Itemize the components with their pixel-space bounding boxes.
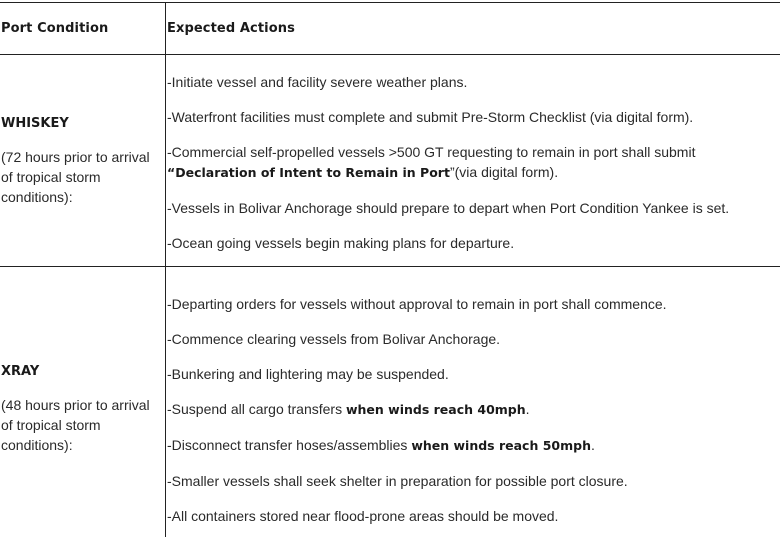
header-port-condition: Port Condition	[1, 21, 109, 36]
condition-name: XRAY	[1, 363, 40, 379]
header-cell-condition	[0, 3, 166, 54]
action-item: -Departing orders for vessels without approval to remain in port shall commence.	[167, 296, 667, 312]
condition-name: WHISKEY	[1, 116, 69, 131]
action-item: -Waterfront facilities must complete and submit Pre-Storm Checklist (via digital form).	[167, 109, 694, 125]
condition-description: (48 hours prior to arrival of tropical storm conditions):	[1, 396, 150, 453]
condition-description: (72 hours prior to arrival of tropical storm conditions):	[1, 149, 150, 205]
table-row-whiskey	[0, 55, 780, 267]
table-row-xray	[0, 267, 780, 537]
table-header-row	[0, 3, 780, 55]
condition-cell	[0, 55, 166, 266]
header-cell-actions	[166, 3, 780, 54]
action-item: -Commence clearing vessels from Bolivar Anchorage.	[167, 331, 501, 347]
action-item: -Initiate vessel and facility severe weather plans.	[167, 74, 468, 90]
action-item: -Disconnect transfer hoses/assemblies when winds reach 50mph.	[167, 437, 595, 453]
actions-cell	[166, 55, 780, 266]
action-emphasis: when winds reach 40mph	[345, 402, 526, 417]
action-emphasis: “Declaration of Intent to Remain in Port	[167, 165, 450, 180]
header-expected-actions: Expected Actions	[167, 21, 295, 36]
actions-cell	[166, 267, 780, 537]
action-item: -Smaller vessels shall seek shelter in preparation for possible port closure.	[167, 473, 628, 489]
action-item: -All containers stored near flood-prone areas should be moved.	[167, 508, 559, 524]
action-emphasis: when winds reach 50mph	[411, 438, 591, 453]
action-item: -Vessels in Bolivar Anchorage should prepare to depart when Port Condition Yankee is set.	[167, 200, 730, 216]
action-item: -Bunkering and lightering may be suspended.	[167, 366, 449, 382]
action-item: -Ocean going vessels begin making plans for departure.	[167, 235, 515, 251]
port-condition-table	[0, 2, 780, 537]
action-item: -Suspend all cargo transfers when winds reach 40mph.	[167, 401, 530, 417]
condition-cell	[0, 267, 166, 537]
action-item: -Commercial self-propelled vessels >500 GT requesting to remain in port shall submit “Declaration of Intent to Remain in Port”(via digital form).	[167, 144, 696, 180]
